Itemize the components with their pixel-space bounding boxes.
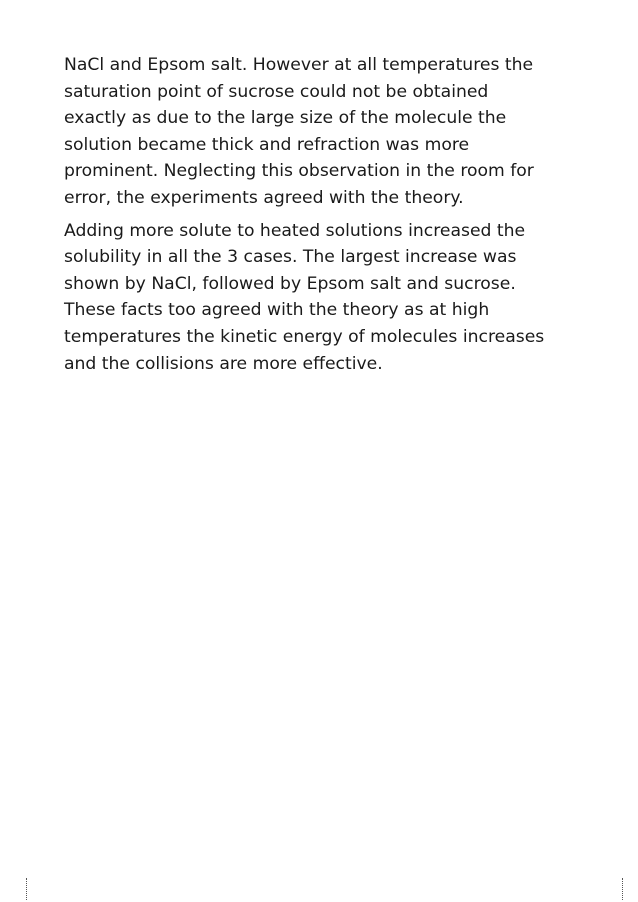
text-line: NaCl and Epsom salt. However at all temperatures the <box>64 55 534 75</box>
paragraph-1 <box>64 52 584 212</box>
text-line: solubility in all the 3 cases. The largest increase was <box>64 247 517 268</box>
paragraph-2 <box>64 218 584 378</box>
text-line: exactly as due to the large size of the molecule the <box>64 108 507 129</box>
text-line: temperatures the kinetic energy of molecules increases <box>64 326 545 347</box>
text-line: shown by NaCl, followed by Epsom salt and sucrose. <box>64 273 516 294</box>
text-line: error, the experiments agreed with the theory. <box>64 187 464 208</box>
text-line: saturation point of sucrose could not be obtained <box>64 81 489 102</box>
page-edge-marker-right <box>622 878 623 900</box>
text-line: These facts too agreed with the theory as at high <box>64 300 490 321</box>
document-body <box>64 52 584 377</box>
text-line: and the collisions are more effective. <box>64 353 383 374</box>
text-line: prominent. Neglecting this observation in the room for <box>64 161 534 182</box>
text-line: solution became thick and refraction was more <box>64 134 470 155</box>
page-edge-marker-left <box>26 878 27 900</box>
text-line: Adding more solute to heated solutions increased the <box>64 220 526 241</box>
